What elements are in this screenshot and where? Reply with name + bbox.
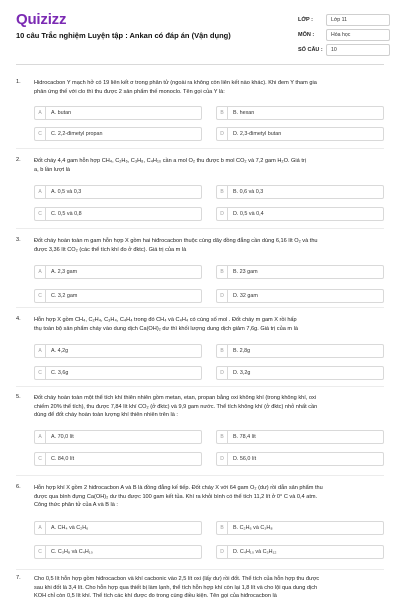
question-text [34, 237, 384, 254]
question-6 [16, 484, 384, 564]
question-text [34, 484, 384, 510]
option-letter: C [35, 367, 46, 379]
question-text [34, 394, 384, 420]
option-text: B. 0,6 và 0,3 [233, 189, 264, 195]
option-d[interactable] [216, 127, 384, 141]
question-divider [16, 148, 384, 149]
worksheet-header [0, 0, 400, 60]
question-number: 5. [16, 394, 21, 400]
option-d[interactable] [216, 207, 384, 221]
option-text: C. 0,5 và 0,8 [51, 211, 82, 217]
question-text [34, 575, 384, 600]
question-text [34, 316, 384, 333]
meta-row-count [298, 42, 390, 57]
question-line: được qua bình đựng Ca(OH)₂ dư thu được 100 gam kết tủa. Khí ra khỏi bình có thể tích 11,2 lít ở 0° C và 0,4 atm. [34, 493, 318, 500]
question-line: Cho 0,5 lít hỗn hợp gồm hiđrocacbon và khí cacbonic vào 2,5 lít oxi (lấy dư) rồi đốt. Thể tích của hỗn hợp thu được [34, 576, 320, 582]
option-text: D. 32 gam [233, 293, 258, 299]
header-divider [16, 64, 384, 65]
question-text [34, 157, 384, 174]
option-letter: D [217, 128, 228, 140]
option-c[interactable] [34, 545, 202, 559]
meta-label: LỚP : [298, 16, 313, 23]
question-divider [16, 386, 384, 387]
worksheet-meta [298, 12, 390, 57]
question-5 [16, 394, 384, 466]
question-number: 3. [16, 237, 21, 243]
question-line: Hidrocacbon Y mạch hở có 19 liên kết σ trong phân tử (ngoài ra không còn liên kết nào khác). Khi đem Y tham gia [34, 80, 317, 86]
question-line: được 3,36 lít CO₂ (các thể tích khí đo ở đktc). Giá trị của m là [34, 246, 187, 253]
option-text: D. 0,5 và 0,4 [233, 211, 264, 217]
option-c[interactable] [34, 366, 202, 380]
option-text: C. 3,6g [51, 370, 69, 376]
question-line: Hỗn hợp khí X gồm 2 hiđrocacbon A và B là đồng đẳng kế tiếp. Đốt cháy X với 64 gam O₂ (dư) rồi dẫn sản phẩm thu [34, 485, 323, 491]
option-b[interactable] [216, 106, 384, 120]
meta-value: Hóa học [326, 29, 390, 41]
option-text: D. 2,3-đimetyl butan [233, 131, 282, 137]
option-text: B. 23 gam [233, 269, 258, 275]
option-b[interactable] [216, 185, 384, 199]
question-number: 4. [16, 316, 21, 322]
option-a[interactable] [34, 106, 202, 120]
option-text: A. butan [51, 110, 72, 116]
option-letter: D [217, 367, 228, 379]
option-letter: C [35, 128, 46, 140]
meta-label: SỐ CÂU : [298, 46, 323, 53]
meta-label: MÔN : [298, 31, 315, 38]
option-c[interactable] [34, 207, 202, 221]
option-b[interactable] [216, 344, 384, 358]
option-text: C. 84,0 lít [51, 456, 75, 462]
option-b[interactable] [216, 521, 384, 535]
question-line: Đốt cháy hoàn toàn một thể tích khí thiên nhiên gồm metan, etan, propan bằng oxi không khí (trong không khí, oxi [34, 395, 317, 401]
question-divider [16, 307, 384, 308]
page-title: 10 câu Trắc nghiệm Luyện tập : Ankan có đáp án (Vận dụng) [16, 31, 231, 40]
option-text: D. C₄H₁₀ và C₅H₁₂ [233, 549, 277, 555]
question-line: chiếm 20% thể tích), thu được 7,84 lít khí CO₂ (ở đktc) và 9,9 gam nước. Thể tích không khí (ở đktc) nhỏ nhất cần [34, 403, 318, 410]
option-letter: A [35, 266, 46, 278]
option-d[interactable] [216, 289, 384, 303]
option-text: B. 2,8g [233, 348, 251, 354]
option-letter: B [217, 266, 228, 278]
question-line: sau khi đốt là 3,4 lít. Cho hỗn hợp qua thiết bị làm lạnh, thể tích hỗn hợp khí còn lại 1,8 lít và cho lội qua dung dịch [34, 584, 318, 591]
option-letter: C [35, 290, 46, 302]
option-a[interactable] [34, 185, 202, 199]
option-letter: C [35, 208, 46, 220]
question-line: KOH chỉ còn 0,5 lít khí. Thể tích các khí được đo trong cùng điều kiện. Tên gọi của hiđrocacbon là [34, 593, 277, 600]
option-text: D. 3,2g [233, 370, 251, 376]
question-divider [16, 569, 384, 570]
option-text: A. 2,3 gam [51, 269, 78, 275]
option-text: C. 3,2 gam [51, 293, 78, 299]
question-number: 1. [16, 79, 21, 85]
option-letter: D [217, 453, 228, 465]
question-line: Đốt cháy 4,4 gam hỗn hợp CH₄, C₂H₆, C₃H₈, C₄H₁₀ cần a mol O₂ thu được b mol CO₂ và 7,2 gam H₂O. Giá trị [34, 158, 306, 164]
option-text: C. 2,2-đimetyl propan [51, 131, 103, 137]
question-2 [16, 157, 384, 219]
option-text: C. C₃H₈ và C₄H₁₀ [51, 549, 93, 555]
question-line: a, b lần lượt là [34, 166, 71, 173]
option-a[interactable] [34, 344, 202, 358]
question-line: Công thức phân tử của A và B là : [34, 502, 118, 509]
meta-row-class [298, 12, 390, 27]
question-line: Hỗn hợp X gồm CH₄, C₂H₄, C₃H₄, C₄H₄ trong đó CH₄ và C₄H₄ có cùng số mol . Đốt cháy m gam X rồi hấp [34, 317, 297, 323]
question-text [34, 79, 384, 96]
question-divider [16, 475, 384, 476]
option-letter: C [35, 546, 46, 558]
option-text: B. 78,4 lít [233, 434, 256, 440]
meta-value: Lớp 11 [326, 14, 390, 26]
option-text: D. 56,0 lít [233, 456, 257, 462]
option-d[interactable] [216, 366, 384, 380]
option-d[interactable] [216, 545, 384, 559]
option-b[interactable] [216, 430, 384, 444]
question-1 [16, 79, 384, 141]
option-letter: C [35, 453, 46, 465]
option-letter: D [217, 208, 228, 220]
option-letter: B [217, 107, 228, 119]
question-number: 7. [16, 575, 21, 581]
option-letter: D [217, 290, 228, 302]
question-4 [16, 316, 384, 378]
quizizz-logo: Quizizz [16, 11, 67, 28]
option-text: B. C₂H₆ và C₃H₈ [233, 525, 273, 531]
question-number: 6. [16, 484, 21, 490]
option-text: A. 4,2g [51, 348, 69, 354]
option-letter: B [217, 522, 228, 534]
option-b[interactable] [216, 265, 384, 279]
question-line: phản ứng thế với clo thì thu được 2 sản phẩm thế monoclo. Tên gọi của Y là: [34, 88, 225, 95]
question-divider [16, 228, 384, 229]
option-c[interactable] [34, 452, 202, 466]
question-number: 2. [16, 157, 21, 163]
option-c[interactable] [34, 289, 202, 303]
question-3 [16, 237, 384, 299]
option-letter: A [35, 522, 46, 534]
option-letter: A [35, 345, 46, 357]
question-7 [16, 575, 384, 600]
option-letter: A [35, 186, 46, 198]
option-text: A. 0,5 và 0,3 [51, 189, 82, 195]
option-text: A. CH₄ và C₂H₆ [51, 525, 89, 531]
option-letter: D [217, 546, 228, 558]
question-line: Đốt cháy hoàn toàn m gam hỗn hợp X gồm hai hiđrocacbon thuộc cùng dãy đồng đẳng cần dùng 6,16 lít O₂ và thu [34, 238, 318, 244]
option-letter: B [217, 431, 228, 443]
option-text: A. 70,0 lít [51, 434, 74, 440]
option-letter: A [35, 107, 46, 119]
option-a[interactable] [34, 430, 202, 444]
question-line: thụ toàn bộ sản phẩm cháy vào dung dịch Ca(OH)₂ dư thì khối lượng dung dịch giảm 7,6g. Giá trị của m là [34, 325, 298, 332]
option-text: B. hexan [233, 110, 255, 116]
option-c[interactable] [34, 127, 202, 141]
option-a[interactable] [34, 521, 202, 535]
option-d[interactable] [216, 452, 384, 466]
meta-value: 10 [326, 44, 390, 56]
meta-row-subject [298, 27, 390, 42]
option-a[interactable] [34, 265, 202, 279]
option-letter: B [217, 186, 228, 198]
question-line: dùng để đốt cháy hoàn toàn lượng khí thiên nhiên trên là : [34, 412, 178, 419]
option-letter: B [217, 345, 228, 357]
option-letter: A [35, 431, 46, 443]
